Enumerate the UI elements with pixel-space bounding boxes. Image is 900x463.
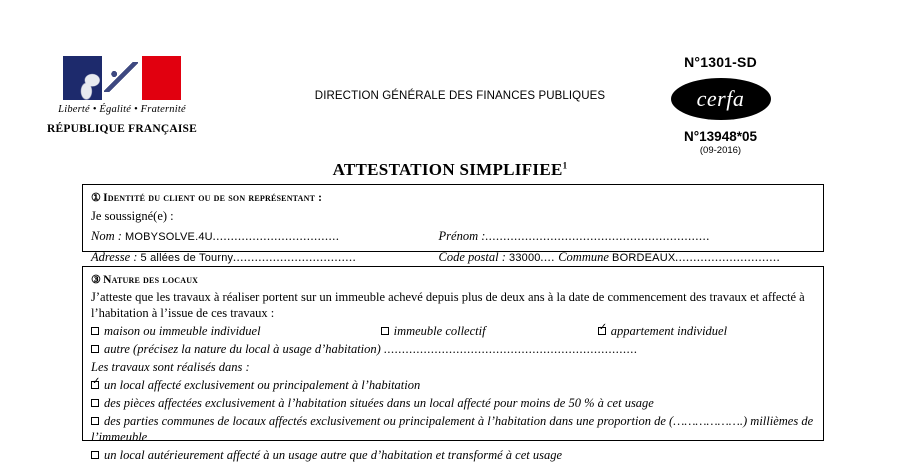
option-immeuble-collectif[interactable]	[381, 323, 598, 339]
field-prenom[interactable]	[439, 228, 815, 245]
form-version-date: (09-2016)	[699, 145, 742, 156]
field-nom[interactable]	[91, 228, 439, 245]
field-codepostal-commune[interactable]	[439, 249, 815, 266]
travaux-option-1-label: un local affecté exclusivement ou principalement à l’habitation	[104, 378, 421, 392]
page-title-text: ATTESTATION SIMPLIFIEE	[332, 160, 563, 179]
section-identity-title	[91, 191, 815, 204]
checkbox-maison-individuel[interactable]	[91, 327, 99, 335]
form-identification-block	[633, 54, 808, 156]
identity-address-row	[91, 247, 815, 268]
french-flag-icon	[63, 56, 181, 100]
travaux-intro: Les travaux sont réalisés dans :	[91, 360, 250, 374]
travaux-option-3-label: des parties communes de locaux affectés exclusivement ou principalement à l’habitation dans une proportion de (……………….) millièmes de l’immeuble	[91, 414, 814, 444]
republic-logo-block	[42, 56, 202, 135]
option-maison-individuel-label: maison ou immeuble individuel	[104, 324, 261, 338]
section-nature-number: ③	[91, 274, 102, 286]
field-nom-label: Nom :	[91, 229, 122, 243]
field-adresse-label: Adresse :	[91, 250, 138, 264]
field-prenom-label: Prénom :	[438, 229, 486, 243]
travaux-option-4-label: un local autérieurement affecté à un usage autre que d’habitation et transformé à cet usage	[104, 448, 563, 462]
section-identity	[82, 184, 824, 264]
field-commune-value: BORDEAUX	[612, 252, 676, 264]
field-adresse-dots: ..................................	[233, 250, 357, 264]
option-appartement-individuel-label: appartement individuel	[610, 324, 728, 338]
locaux-options-row	[91, 323, 815, 339]
option-autre-dots: ......................................................................	[383, 342, 638, 356]
field-commune-dots: .............................	[675, 250, 781, 264]
travaux-option-1[interactable]	[91, 377, 815, 393]
field-nom-dots: ...................................	[212, 229, 340, 243]
section-identity-title-text: Identité du client ou de son représentant :	[103, 192, 323, 204]
option-appartement-individuel[interactable]	[598, 323, 815, 339]
section-nature-title	[91, 273, 815, 286]
option-autre-label: autre (précisez la nature du local à usage d’habitation)	[104, 342, 381, 356]
checkbox-autre[interactable]	[91, 345, 99, 353]
field-commune-label: Commune	[558, 250, 609, 264]
checkbox-appartement-individuel[interactable]	[598, 327, 606, 335]
form-number-long: N°13948*05	[684, 129, 757, 144]
travaux-option-4[interactable]	[91, 447, 815, 463]
identity-intro: Je soussigné(e) :	[91, 209, 174, 223]
section-nature-title-text: Nature des locaux	[103, 274, 199, 286]
checkbox-immeuble-collectif[interactable]	[381, 327, 389, 335]
field-codepostal-label: Code postal :	[438, 250, 506, 264]
checkbox-travaux-local-transforme[interactable]	[91, 451, 99, 459]
cerfa-logo	[671, 78, 771, 120]
cerfa-label: cerfa	[696, 86, 745, 111]
option-maison-individuel[interactable]	[91, 323, 381, 339]
checkbox-travaux-pieces-habitation[interactable]	[91, 399, 99, 407]
travaux-option-3[interactable]	[91, 413, 815, 445]
administration-title: DIRECTION GÉNÉRALE DES FINANCES PUBLIQUES	[314, 90, 606, 102]
section-identity-number: ①	[91, 192, 102, 204]
devise-text: Liberté • Égalité • Fraternité	[58, 104, 186, 115]
option-autre[interactable]	[91, 341, 815, 357]
form-number-sd: N°1301-SD	[684, 54, 757, 70]
checkbox-travaux-local-habitation[interactable]	[91, 381, 99, 389]
field-codepostal-value: 33000	[509, 252, 541, 264]
travaux-option-2-label: des pièces affectées exclusivement à l’habitation situées dans un local affecté pour moins de 50 % à cet usage	[104, 396, 654, 410]
identity-name-row	[91, 226, 815, 247]
field-adresse[interactable]	[91, 249, 439, 266]
section-nature-locaux	[82, 266, 824, 462]
page-title	[0, 160, 900, 180]
document-header	[0, 46, 900, 156]
option-immeuble-collectif-label: immeuble collectif	[393, 324, 486, 338]
republique-francaise-text: RÉPUBLIQUE FRANÇAISE	[46, 123, 197, 135]
field-codepostal-dots: ....	[540, 250, 556, 264]
field-prenom-dots: ..............................................................	[485, 229, 711, 243]
field-nom-value: MOBYSOLVE.4U	[125, 231, 213, 243]
page-title-footnote: 1	[562, 160, 568, 171]
travaux-option-2[interactable]	[91, 395, 815, 411]
checkbox-travaux-parties-communes[interactable]	[91, 417, 99, 425]
field-adresse-value: 5 allées de Tourny	[140, 252, 234, 264]
attestation-paragraph: J’atteste que les travaux à réaliser portent sur un immeuble achevé depuis plus de deux ans à la date de commencement des travaux et affecté à l’habitation à l’issue de ces travaux :	[91, 290, 805, 320]
